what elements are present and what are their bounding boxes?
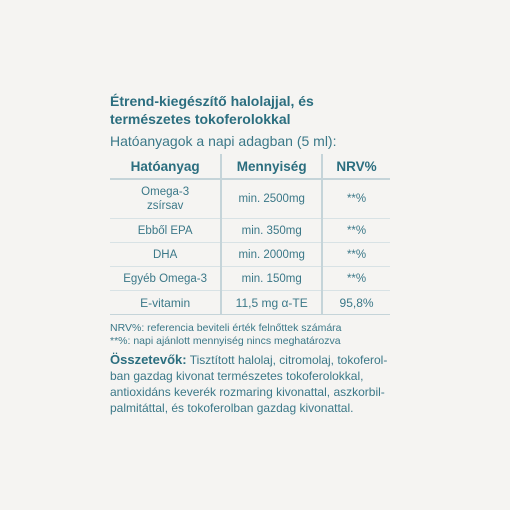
- header-nrv: NRV%: [322, 154, 390, 179]
- no-recommendation-note: **%: napi ajánlott mennyiség nincs meghatározva: [110, 335, 341, 347]
- ingredient-nrv: **%: [322, 267, 390, 291]
- ingredient-name: Egyéb Omega-3: [110, 267, 221, 291]
- title-line-2: természetes tokoferolokkal: [110, 111, 291, 127]
- table-header-row: [110, 154, 390, 179]
- table-row: [110, 243, 390, 267]
- ingredient-nrv: **%: [322, 179, 390, 219]
- ingredient-amount: min. 150mg: [221, 267, 322, 291]
- ingredient-name: Ebből EPA: [110, 219, 221, 243]
- ingredients-line-1: [110, 352, 405, 368]
- ingredient-nrv: 95,8%: [322, 291, 390, 315]
- supplement-label: [110, 92, 410, 416]
- ingredient-amount: min. 350mg: [221, 219, 322, 243]
- ingredient-name-line-1: Omega-3: [141, 186, 190, 198]
- ingredient-nrv: **%: [322, 243, 390, 267]
- ingredients-section: [110, 352, 405, 416]
- nrv-definition-note: NRV%: referencia beviteli érték felnőttek számára: [110, 322, 342, 334]
- header-active-ingredient: Hatóanyag: [110, 154, 221, 179]
- ingredient-nrv: **%: [322, 219, 390, 243]
- ingredient-amount: 11,5 mg α-TE: [221, 291, 322, 315]
- ingredient-amount: min. 2000mg: [221, 243, 322, 267]
- ingredient-name: [110, 179, 221, 219]
- product-title: [110, 92, 410, 128]
- ingredients-label: Összetevők:: [110, 352, 187, 367]
- table-row: [110, 267, 390, 291]
- ingredients-line-4: palmitáttal, és tokoferolban gazdag kivonattal.: [110, 401, 354, 415]
- ingredients-text-1: Tisztított halolaj, citromolaj, tokoferol-: [186, 353, 388, 367]
- ingredient-name: E-vitamin: [110, 291, 221, 315]
- ingredient-name-line-2: zsírsav: [146, 200, 184, 212]
- ingredient-amount: min. 2500mg: [221, 179, 322, 219]
- ingredients-line-3: antioxidáns keverék rozmaring kivonattal, aszkorbil-: [110, 385, 385, 399]
- ingredient-name: DHA: [110, 243, 221, 267]
- table-row: [110, 291, 390, 315]
- table-row: [110, 179, 390, 219]
- table-row: [110, 219, 390, 243]
- ingredients-line-2: ban gazdag kivonat természetes tokoferolokkal,: [110, 369, 364, 383]
- nutrition-table: [110, 154, 390, 315]
- header-amount: Mennyiség: [221, 154, 322, 179]
- title-line-1: Étrend-kiegészítő halolajjal, és: [110, 93, 314, 109]
- dose-heading: Hatóanyagok a napi adagban (5 ml):: [110, 133, 337, 149]
- footnotes: [110, 322, 410, 348]
